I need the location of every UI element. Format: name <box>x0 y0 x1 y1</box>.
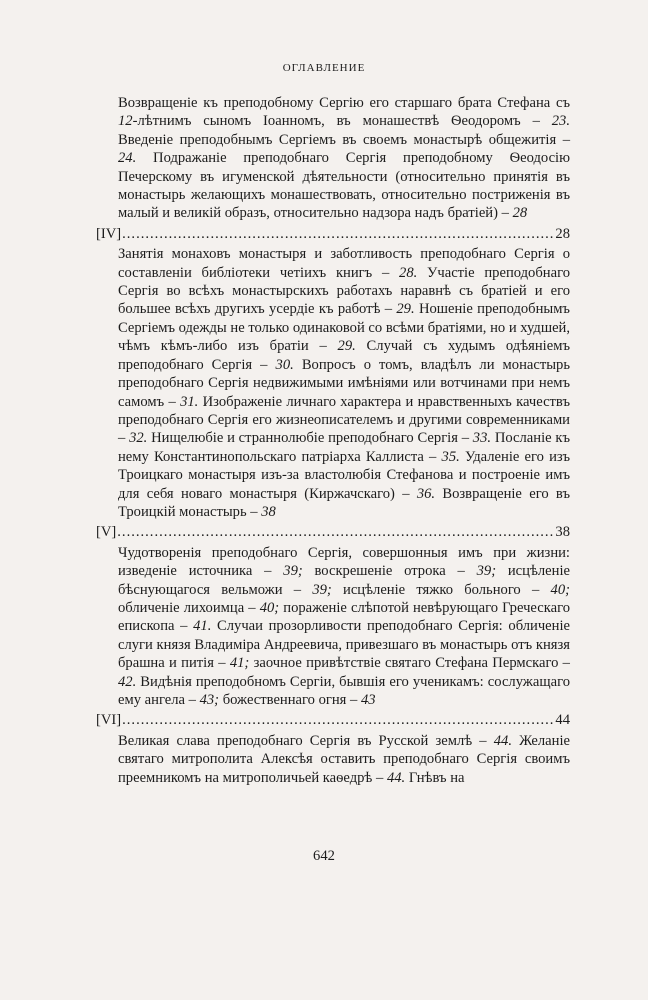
running-head: ОГЛАВЛЕНИЕ <box>282 62 366 74</box>
toc-entry-text <box>118 245 570 521</box>
page-ref: 24. <box>118 150 137 167</box>
chapter-page-number: 28 <box>555 225 570 242</box>
toc-entry-text <box>118 94 570 223</box>
entry-text: Участіе преподобнаго Сергія во всѣхъ монастырскихъ работахъ наравнѣ съ братіей и его большее всѣхъ другихъ усердіе къ работѣ – <box>118 264 570 318</box>
page-ref: 39; <box>476 563 497 580</box>
entry-text: заочное привѣтствіе святаго Стефана Пермскаго – <box>249 655 570 672</box>
page-ref: 42. <box>118 673 137 690</box>
chapter-label: [VI] <box>96 712 122 729</box>
page-ref: 29. <box>396 301 415 318</box>
page-ref: 36. <box>416 485 436 502</box>
entry-text: Случай съ худымъ одѣяніемъ преподобнаго Сергія – <box>118 338 570 373</box>
toc-entry-text <box>118 732 570 787</box>
entry-text: -лѣтнимъ сыномъ Іоанномъ, въ монашествѣ Ѳеодоромъ – <box>132 113 552 130</box>
page-ref: 38 <box>261 503 276 520</box>
entry-text: пораженіе слѣпотой невѣрующаго Греческаго епископа – <box>118 599 570 635</box>
entry-text: Чудотворенія преподобнаго Сергія, совершонныя имъ при жизни: изведеніе источника – <box>118 544 570 580</box>
page-ref: 12 <box>118 113 133 130</box>
page-ref: 43; <box>199 692 220 708</box>
dot-leader <box>117 523 554 541</box>
toc-content <box>96 94 570 789</box>
chapter-page-number: 38 <box>555 524 570 541</box>
entry-text: Желаніе святаго митрополита Алексѣя оставить преподобнаго Сергія своимъ преемникомъ на митрополичьей каѳедрѣ – <box>118 732 571 786</box>
entry-text: Ношеніе преподобнымъ Сергіемъ одежды не только одинаковой со всѣми братіями, но и худшей, чѣмъ кѣмъ-либо изъ братіи – <box>118 301 570 355</box>
chapter-page-number: 44 <box>555 712 570 729</box>
entry-text: исцѣленіе бѣснующагося вельможи – <box>118 563 571 598</box>
page-ref: 39; <box>312 581 332 598</box>
entry-text: Подражаніе преподобнаго Сергія преподобному Ѳеодосію Печерскому въ игуменской дѣятельности (относительно принятія въ монастырь желающихъ монашествовать, относительно постриженія въ малый и великій образъ, относительно надзора надъ братіей) – <box>118 150 570 222</box>
page-ref: 33. <box>472 430 492 447</box>
entry-text: исцѣленіе тяжко больного – <box>331 581 551 598</box>
page-ref: 35. <box>441 448 460 465</box>
page-number: 642 <box>313 848 335 864</box>
page-ref: 41; <box>229 655 250 672</box>
page-ref: 41. <box>193 618 212 635</box>
entry-text: Занятія монаховъ монастыря и заботливость преподобнаго Сергія о составленіи библіотеки четіихъ книгъ – <box>118 246 570 281</box>
entry-text: Гнѣвъ на <box>405 769 465 786</box>
page-ref: 28. <box>399 264 418 281</box>
entry-text: воскрешеніе отрока – <box>302 563 477 580</box>
page-ref: 40; <box>259 599 280 616</box>
entry-text: обличеніе лихоимца – <box>118 599 260 616</box>
page-ref: 29. <box>337 338 356 355</box>
entry-text: Возвращеніе его въ Троицкій монастырь – <box>118 485 571 520</box>
page-ref: 44. <box>386 769 406 786</box>
chapter-line <box>96 711 570 729</box>
page-ref: 32. <box>129 430 148 447</box>
entry-text: Нищелюбіе и страннолюбіе преподобнаго Сергія – <box>147 430 473 447</box>
page-ref: 39; <box>283 563 303 580</box>
entry-text: божественнаго огня – <box>219 692 361 708</box>
entry-text: Случаи прозорливости преподобнаго Сергія: обличеніе слуги князя Владиміра Андреевича, привезшаго въ монастырь отъ князя брашна и питія – <box>118 618 571 672</box>
page-ref: 44. <box>493 732 512 749</box>
page-ref: 28 <box>512 205 528 222</box>
chapter-line <box>96 225 570 243</box>
entry-text: Вопросъ о томъ, владѣлъ ли монастырь преподобнаго Сергія недвижимыми имѣніями или вотчинами при немъ самомъ – <box>118 356 570 410</box>
page-ref: 43 <box>361 692 376 708</box>
chapter-label: [IV] <box>96 225 122 242</box>
page-ref: 40; <box>550 581 570 598</box>
entry-text: Великая слава преподобнаго Сергія въ Русской землѣ – <box>118 732 494 749</box>
entry-text: Посланіе къ нему Константинопольскаго патріарха Каллиста – <box>118 430 571 465</box>
entry-text: Возвращеніе къ преподобному Сергію его старшаго брата Стефана съ <box>118 95 570 111</box>
chapter-label: [V] <box>96 524 117 541</box>
entry-text: Видѣнія преподобномъ Сергіи, бывшія его ученикамъ: сослужащаго ему ангела – <box>118 673 570 708</box>
entry-text: Введеніе преподобнымъ Сергіемъ въ своемъ монастырѣ общежитія – <box>118 131 570 148</box>
entry-text: Изображеніе личнаго характера и нравственныхъ качествъ преподобнаго Сергія его жизнеописателемъ и другими современниками – <box>118 393 570 447</box>
page-ref: 30. <box>275 356 294 373</box>
page-ref: 23. <box>551 113 570 130</box>
dot-leader <box>122 711 554 729</box>
chapter-line <box>96 523 570 541</box>
toc-entry-text <box>118 544 570 710</box>
entry-text: Удаленіе его изъ Троицкаго монастыря изъ-за властолюбія Стефанова и построеніе имъ для себя новаго монастыря (Киржачскаго) – <box>118 448 570 502</box>
page-ref: 31. <box>180 393 199 410</box>
dot-leader <box>122 225 554 243</box>
